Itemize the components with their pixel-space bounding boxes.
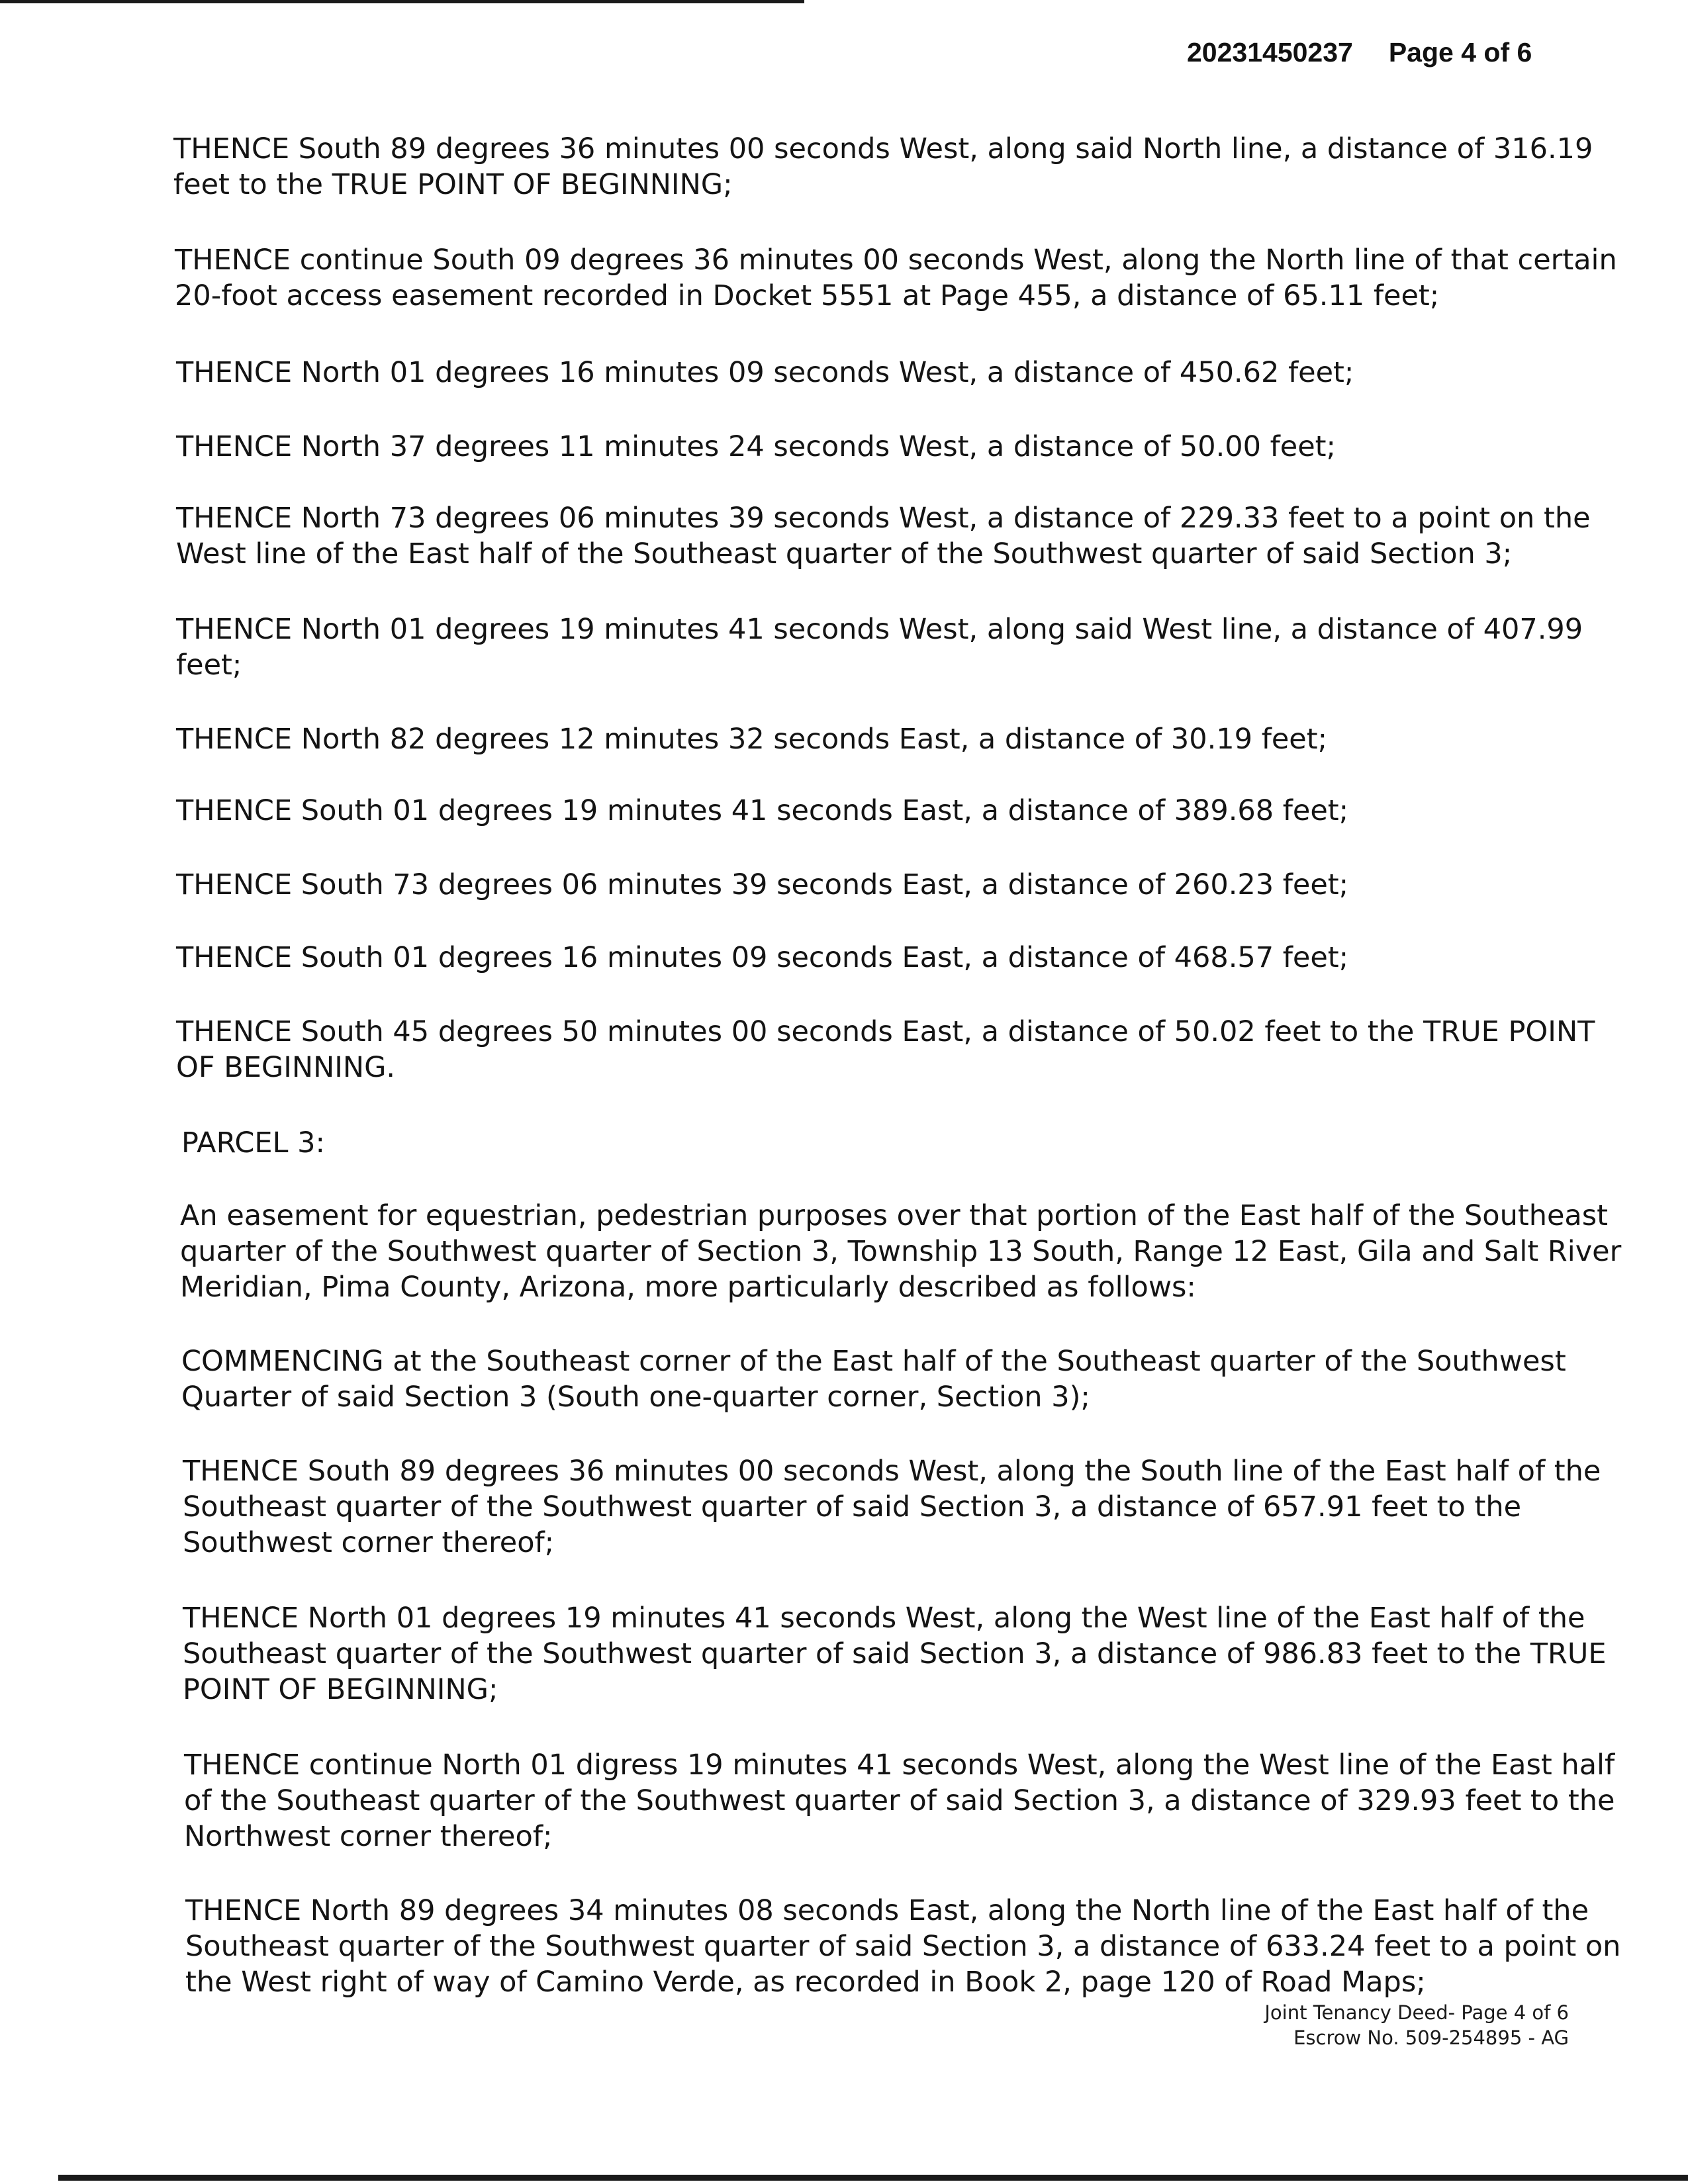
legal-paragraph-15: THENCE North 01 degrees 19 minutes 41 seconds West, along the West line of the East half of the Southeast quarter of the Southwest quarter of said Section 3, a distance of 986.83 feet to the TRUE POINT OF BEGINNING; (183, 1602, 1607, 1706)
legal-paragraph-8: THENCE South 01 degrees 19 minutes 41 seconds East, a distance of 389.68 feet; (176, 794, 1349, 827)
page-indicator: Page 4 of 6 (1388, 37, 1532, 68)
document-number: 20231450237 (1187, 37, 1353, 68)
legal-paragraph-9: THENCE South 73 degrees 06 minutes 39 seconds East, a distance of 260.23 feet; (176, 868, 1349, 901)
legal-paragraph-12: An easement for equestrian, pedestrian purposes over that portion of the East half of the Southeast quarter of the Southwest quarter of Section 3, Township 13 South, Range 12 East, Gila and Salt River Meridian, Pima County, Arizona, more particularly described as follows: (180, 1199, 1622, 1304)
scan-edge-top (0, 0, 804, 3)
footer-deed-page: Joint Tenancy Deed- Page 4 of 6 (1264, 2001, 1569, 2024)
page-header (1187, 34, 1558, 70)
legal-paragraph-5: THENCE North 73 degrees 06 minutes 39 seconds West, a distance of 229.33 feet to a point on the West line of the East half of the Southeast quarter of the Southwest quarter of said Section 3; (176, 502, 1591, 570)
legal-paragraph-14: THENCE South 89 degrees 36 minutes 00 seconds West, along the South line of the East half of the Southeast quarter of the Southwest quarter of said Section 3, a distance of 657.91 feet to the Southwest corner thereof; (183, 1455, 1601, 1559)
legal-paragraph-13: COMMENCING at the Southeast corner of the East half of the Southeast quarter of the Southwest Quarter of said Section 3 (South one-quarter corner, Section 3); (181, 1345, 1566, 1414)
footer-escrow-number: Escrow No. 509-254895 - AG (1293, 2026, 1569, 2049)
legal-paragraph-7: THENCE North 82 degrees 12 minutes 32 seconds East, a distance of 30.19 feet; (176, 723, 1328, 756)
scan-edge-bottom (58, 2175, 1688, 2181)
legal-paragraph-10: THENCE South 01 degrees 16 minutes 09 seconds East, a distance of 468.57 feet; (176, 941, 1349, 974)
legal-paragraph-11: THENCE South 45 degrees 50 minutes 00 seconds East, a distance of 50.02 feet to the TRUE POINT OF BEGINNING. (176, 1015, 1595, 1084)
parcel-heading: PARCEL 3: (181, 1126, 325, 1160)
legal-paragraph-2: THENCE continue South 09 degrees 36 minutes 00 seconds West, along the North line of that certain 20-foot access easement recorded in Docket 5551 at Page 455, a distance of 65.11 feet; (175, 244, 1617, 312)
legal-paragraph-6: THENCE North 01 degrees 19 minutes 41 seconds West, along said West line, a distance of 407.99 feet; (176, 613, 1583, 682)
legal-paragraph-3: THENCE North 01 degrees 16 minutes 09 seconds West, a distance of 450.62 feet; (176, 356, 1354, 389)
legal-paragraph-17: THENCE North 89 degrees 34 minutes 08 seconds East, along the North line of the East half of the Southeast quarter of the Southwest quarter of said Section 3, a distance of 633.24 feet to a point on the West right of way of Camino Verde, as recorded in Book 2, page 120 of Road Maps; (185, 1894, 1621, 1999)
legal-paragraph-1: THENCE South 89 degrees 36 minutes 00 seconds West, along said North line, a distance of 316.19 feet to the TRUE POINT OF BEGINNING; (173, 132, 1593, 201)
page-footer (1264, 2000, 1569, 2050)
legal-paragraph-4: THENCE North 37 degrees 11 minutes 24 seconds West, a distance of 50.00 feet; (176, 430, 1336, 463)
legal-paragraph-16: THENCE continue North 01 digress 19 minutes 41 seconds West, along the West line of the East half of the Southeast quarter of the Southwest quarter of said Section 3, a distance of 329.93 feet to the Northwest corner thereof; (184, 1749, 1615, 1853)
